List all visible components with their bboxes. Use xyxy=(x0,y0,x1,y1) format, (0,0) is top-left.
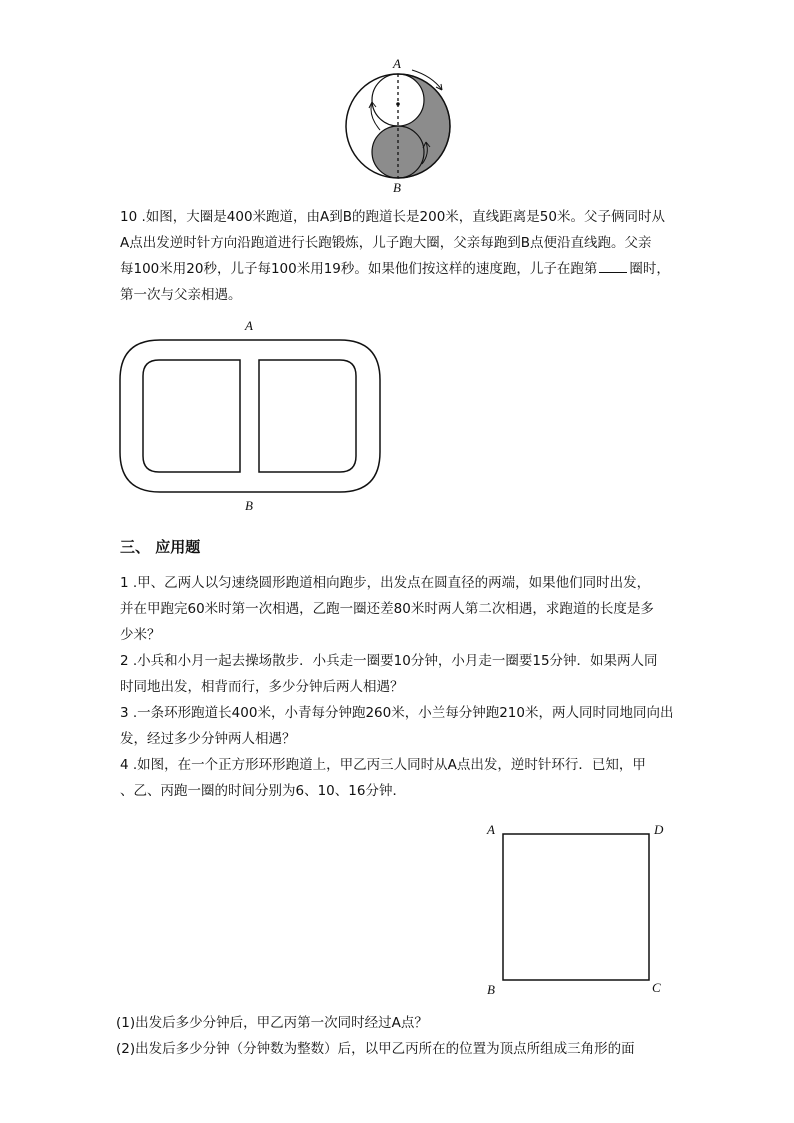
question-10-line-3-start: 每100米用20秒，儿子每100米用19秒。如果他们按这样的速度跑，儿子在跑第 xyxy=(120,261,598,277)
track-figure xyxy=(118,318,388,518)
question-10-line-4: 第一次与父亲相遇。 xyxy=(120,287,242,303)
sub-question-1: (1)出发后多少分钟后，甲乙丙第一次同时经过A点？ xyxy=(116,1015,428,1031)
square-diagram xyxy=(484,820,674,1000)
problem-list xyxy=(120,570,680,804)
section-heading: 三、 应用题 xyxy=(120,538,201,556)
point-label-a: A xyxy=(245,318,253,333)
problem-3-line-1: 3 .一条环形跑道长400米，小青每分钟跑260米，小兰每分钟跑210米，两人同时同地同向出 xyxy=(120,705,674,721)
yinyang-figure xyxy=(340,58,460,198)
square-figure xyxy=(484,820,674,1000)
problem-4-line-1: 4 .如图，在一个正方形环形跑道上，甲乙丙三人同时从A点出发，逆时针环行．已知，甲 xyxy=(120,757,646,773)
question-10-line-1: 10 .如图，大圈是400米跑道，由A到B的跑道长是200米，直线距离是50米。父子俩同时从 xyxy=(120,209,665,225)
vertex-label-b: B xyxy=(487,982,495,997)
problem-1-line-2: 并在甲跑完60米时第一次相遇，乙跑一圈还差80米时两人第二次相遇，求跑道的长度是多 xyxy=(120,601,654,617)
yinyang-diagram xyxy=(340,58,460,198)
problem-4-line-2: 、乙、丙跑一圈的时间分别为6、10、16分钟． xyxy=(120,783,406,799)
vertex-label-c: C xyxy=(652,980,661,995)
problem-3-line-2: 发，经过多少分钟两人相遇？ xyxy=(120,731,296,747)
problem-1-line-3: 少米？ xyxy=(120,627,161,643)
point-label-b: B xyxy=(393,180,401,195)
point-label-a: A xyxy=(393,56,401,71)
track-diagram xyxy=(118,318,388,518)
vertex-label-a: A xyxy=(487,822,495,837)
question-10-line-2: A点出发逆时针方向沿跑道进行长跑锻炼，儿子跑大圈，父亲每跑到B点便沿直线跑。父亲 xyxy=(120,235,652,251)
point-label-b: B xyxy=(245,498,253,513)
problem-1-line-1: 1 .甲、乙两人以匀速绕圆形跑道相向跑步，出发点在圆直径的两端，如果他们同时出发， xyxy=(120,575,651,591)
vertex-label-d: D xyxy=(654,822,664,837)
sub-questions xyxy=(116,1010,676,1062)
sub-question-2: (2)出发后多少分钟（分钟数为整数）后，以甲乙丙所在的位置为顶点所组成三角形的面 xyxy=(116,1041,635,1057)
problem-2-line-1: 2 .小兵和小月一起去操场散步．小兵走一圈要10分钟，小月走一圈要15分钟．如果两人同 xyxy=(120,653,658,669)
answer-blank[interactable] xyxy=(599,258,627,273)
question-10-line-3 xyxy=(120,256,680,282)
question-10 xyxy=(120,204,680,308)
problem-2-line-2: 时同地出发，相背而行，多少分钟后两人相遇？ xyxy=(120,679,404,695)
question-10-line-3-end: 圈时， xyxy=(629,261,670,277)
